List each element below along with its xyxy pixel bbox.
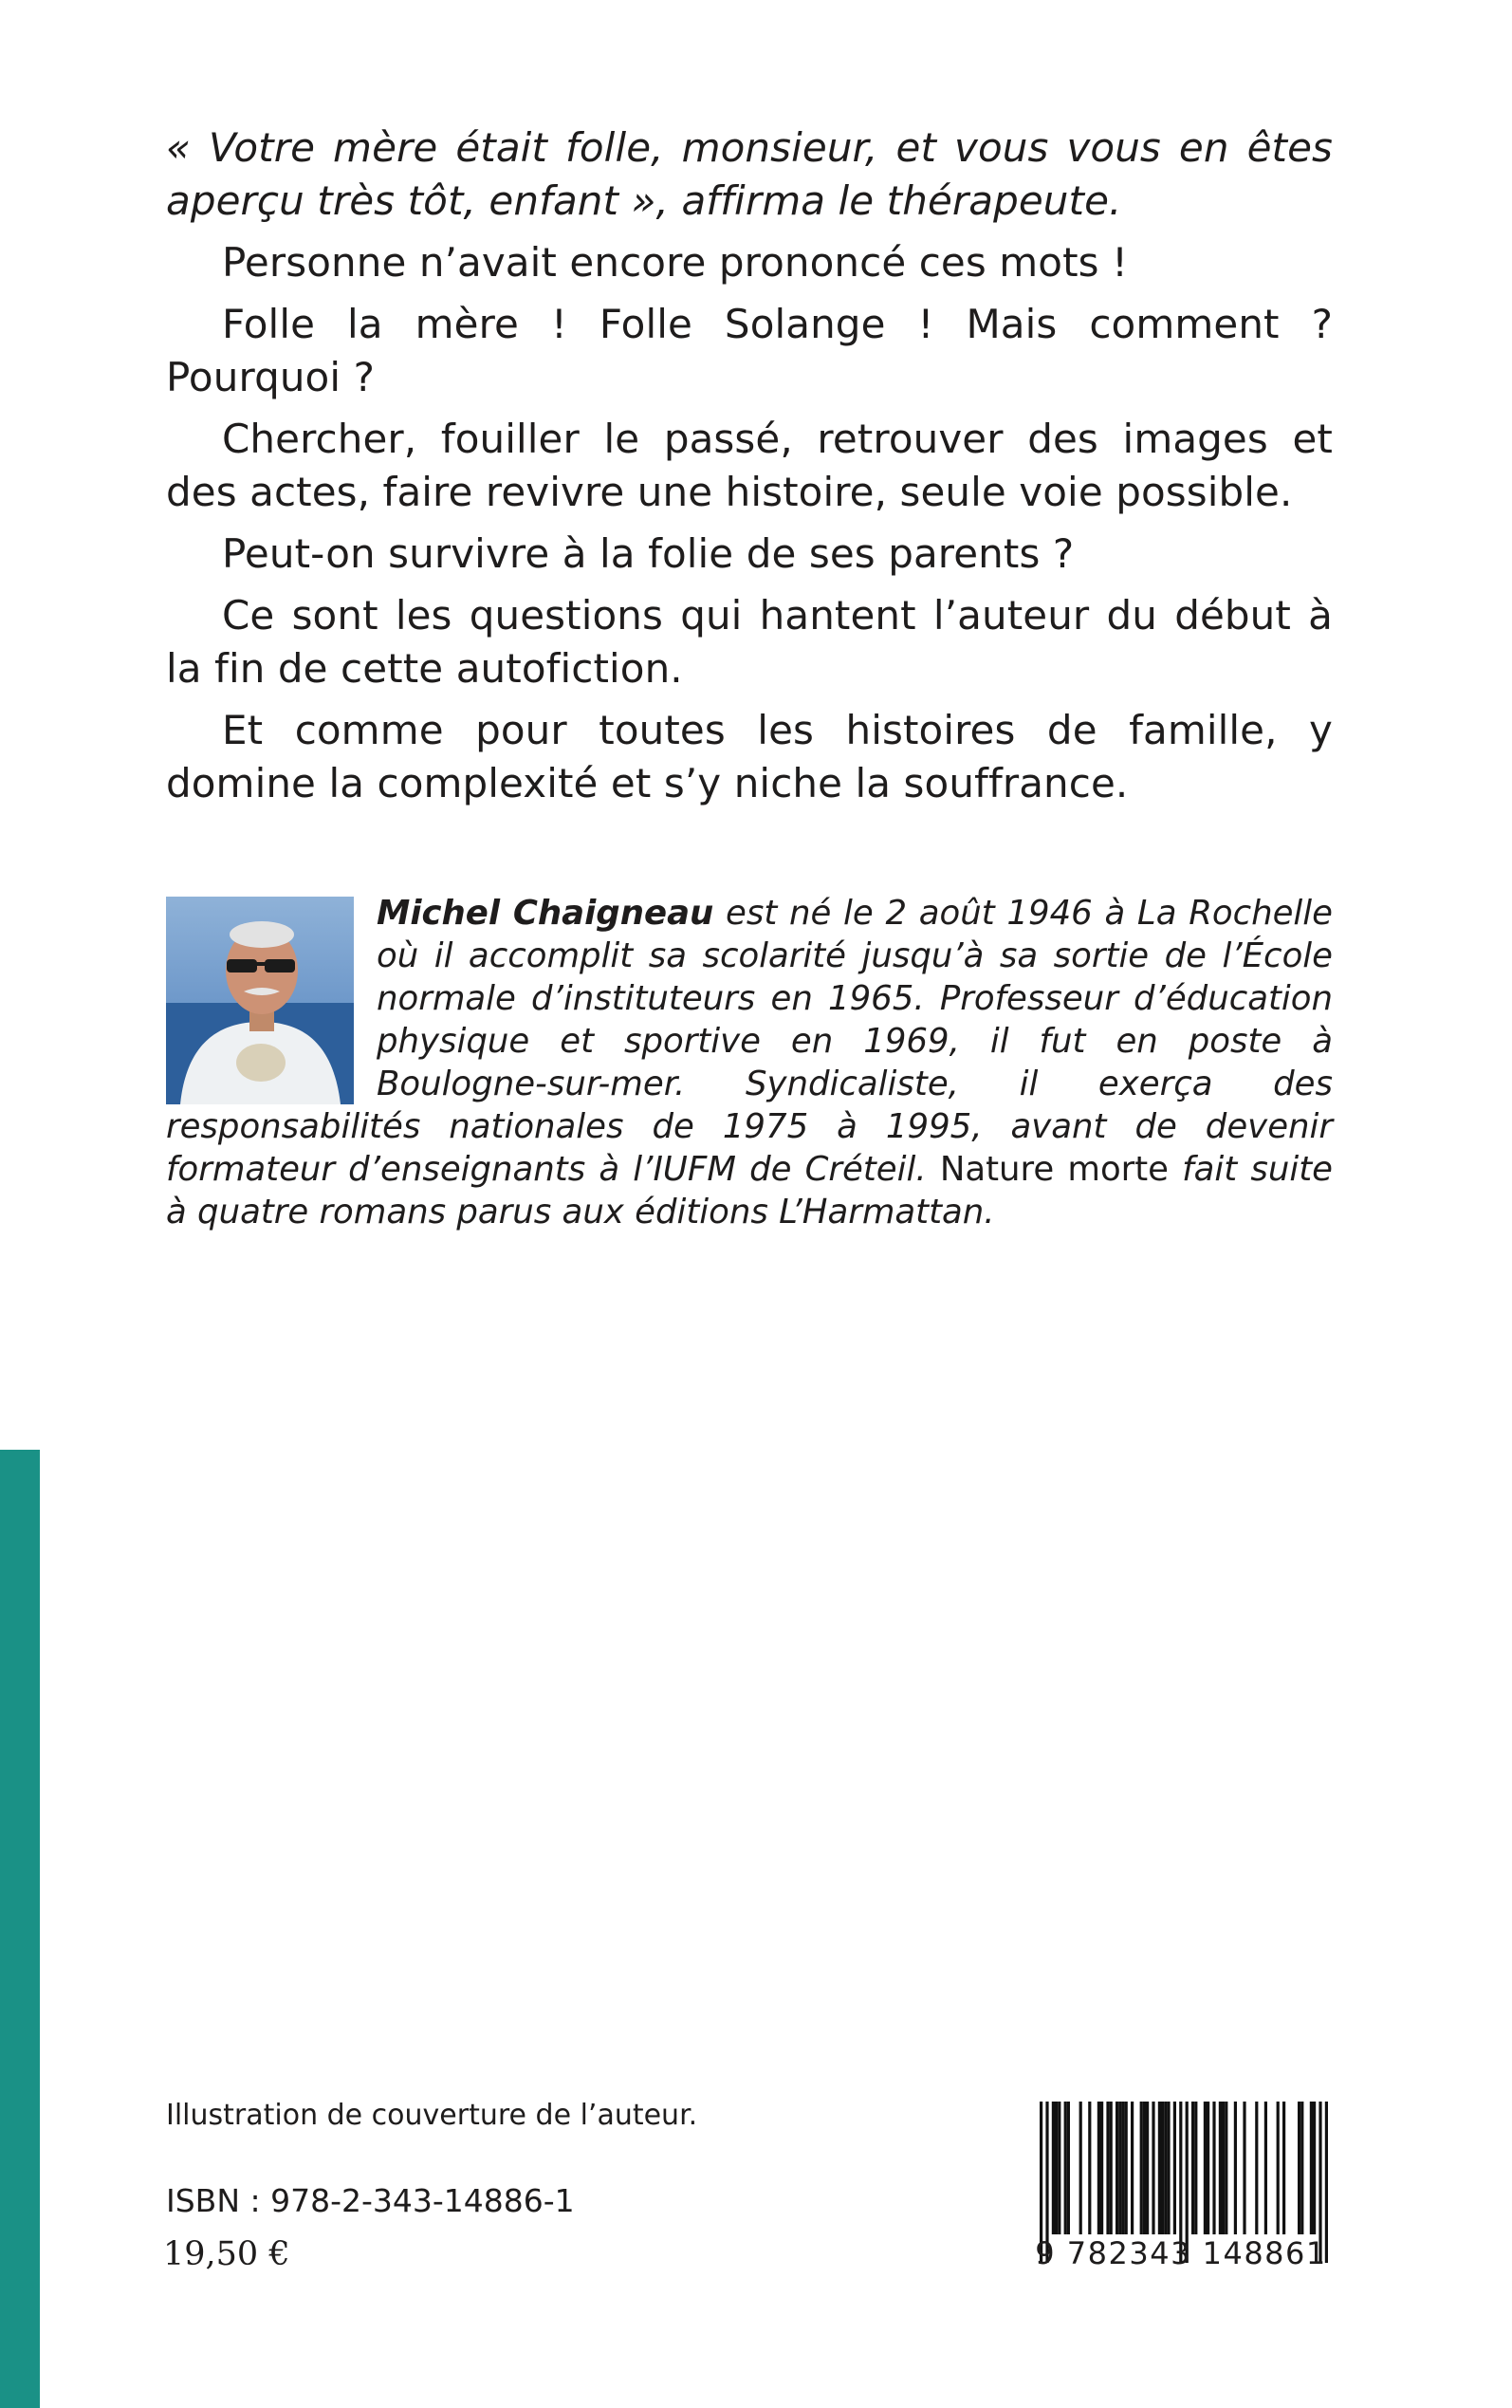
blurb-paragraph: Folle la mère ! Folle Solange ! Mais comment ? Pourquoi ? [166,301,1333,400]
barcode-bar [1298,2102,1300,2234]
barcode-bar [1088,2102,1091,2234]
blurb-paragraph: Peut-on survivre à la folie de ses parents ? [222,530,1075,577]
cover-illustration-credit: Illustration de couverture de l’auteur. [166,2099,698,2132]
price: 19,50 € [163,2235,290,2273]
barcode-bar [1067,2102,1070,2234]
barcode-bar [1140,2102,1143,2234]
barcode-bar [1313,2102,1316,2234]
isbn-number: ISBN : 978-2-343-14886-1 [166,2182,575,2219]
barcode-bar [1143,2102,1146,2234]
barcode-bar [1222,2102,1225,2234]
author-photo [166,897,354,1104]
bio-text-end: fait suite à quatre romans parus aux éditions L’Harmattan. [166,1150,1333,1232]
spine-color-strip [0,1450,40,2408]
barcode-bar [1282,2102,1285,2234]
book-title: Nature morte [939,1150,1170,1189]
barcode-bar [1234,2102,1237,2234]
author-name: Michel Chaigneau [377,894,714,933]
barcode-bar [1106,2102,1109,2234]
blurb-paragraph: Et comme pour toutes les histoires de famille, y domine la complexité et s’y niche la souffrance. [166,707,1333,806]
barcode-bar [1219,2102,1222,2234]
barcode-bar [1191,2102,1194,2234]
barcode-digits: 9 782343 148861 [1035,2235,1327,2271]
barcode-bar [1277,2102,1280,2234]
barcode-bar [1194,2102,1197,2234]
barcode-bar [1173,2102,1176,2234]
barcode-bar [1255,2102,1258,2234]
barcode-bar [1164,2102,1167,2234]
barcode-bar [1052,2102,1055,2234]
barcode-bar [1204,2102,1207,2234]
barcode-bar [1243,2102,1245,2234]
barcode-bar [1058,2102,1060,2234]
blurb-paragraph: Ce sont les questions qui hantent l’auteur du début à la fin de cette autofiction. [166,592,1333,692]
blurb-paragraph: Personne n’avait encore prononcé ces mots ! [222,239,1129,286]
bio-text: est né le 2 août 1946 à La Rochelle où il accomplit sa scolarité jusqu’à sa sortie de l’École normale d’instituteurs en 1965. Professeur d’éducation physique et sportive en 1969, il fut en poste à Boulogne-sur-mer. Syndicaliste, il exerça des responsabilités nationales de 1975 à 1995, avant de devenir formateur d’enseignants à l’IUFM de Créteil. [166,894,1334,1189]
barcode-bar [1064,2102,1067,2234]
barcode-bar [1264,2102,1267,2234]
back-cover-blurb [166,121,1333,819]
blurb-paragraph: Chercher, fouiller le passé, retrouver des images et des actes, faire revivre une histoire, seule voie possible. [166,416,1333,515]
barcode-bar [1055,2102,1058,2234]
barcode-bar [1110,2102,1113,2234]
barcode-bar [1300,2102,1303,2234]
barcode-bar [1116,2102,1118,2234]
barcode-bar [1131,2102,1134,2234]
barcode-bar [1146,2102,1149,2234]
barcode-bar [1152,2102,1154,2234]
barcode-bar [1079,2102,1082,2234]
barcode-bar [1167,2102,1170,2234]
barcode-bar [1158,2102,1161,2234]
barcode-bar [1212,2102,1215,2234]
barcode-bar [1097,2102,1100,2234]
barcode-bar [1100,2102,1103,2234]
barcode-bar [1161,2102,1164,2234]
author-bio [166,892,1333,1233]
blurb-quote: « Votre mère était folle, monsieur, et vous vous en êtes aperçu très tôt, enfant », affirma le thérapeute. [166,124,1333,224]
barcode-bar [1310,2102,1313,2234]
barcode-bar [1121,2102,1124,2234]
barcode-bar [1125,2102,1128,2234]
barcode-bar [1225,2102,1227,2234]
barcode-bar [1207,2102,1209,2234]
barcode-bar [1118,2102,1121,2234]
